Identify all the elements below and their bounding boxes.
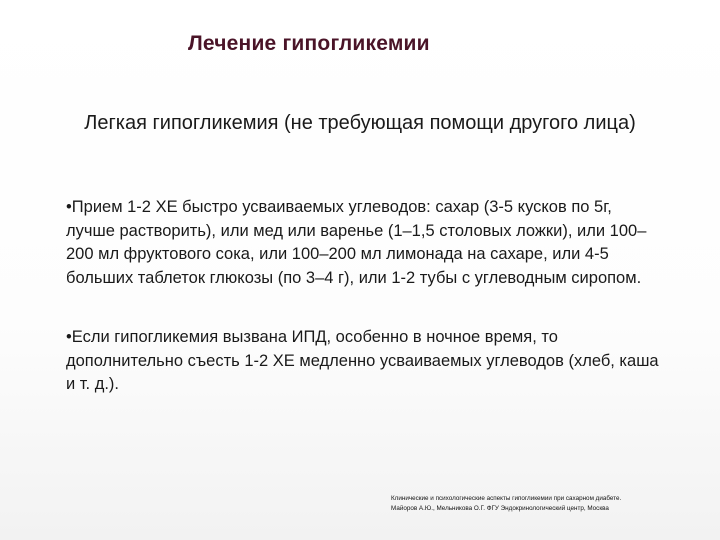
- source-footnote: [391, 494, 711, 514]
- bullet-item-2: •Если гипогликемия вызвана ИПД, особенно в ночное время, то дополнительно съесть 1-2 ХЕ медленно усваиваемых углеводов (хлеб, каша и т. д.).: [66, 328, 659, 393]
- footnote-line-1: Клинические и психологические аспекты гипогликемии при сахарном диабете.: [391, 495, 622, 502]
- slide-title: Лечение гипогликемии: [188, 32, 430, 55]
- footnote-line-2: Майоров А.Ю., Мельникова О.Г. ФГУ Эндокринологический центр, Москва: [391, 505, 609, 512]
- bullet-item-1: •Прием 1-2 ХЕ быстро усваиваемых углеводов: сахар (3-5 кусков по 5г, лучше растворить), или мед или варенье (1–1,5 столовых ложки), или 100–200 мл фруктового сока, или 100–200 мл лимонада на сахаре, или 4-5 больших таблеток глюкозы (по 3–4 г), или 1-2 тубы с углеводным сиропом.: [66, 198, 647, 287]
- slide-subtitle: Легкая гипогликемия (не требующая помощи другого лица): [84, 112, 636, 134]
